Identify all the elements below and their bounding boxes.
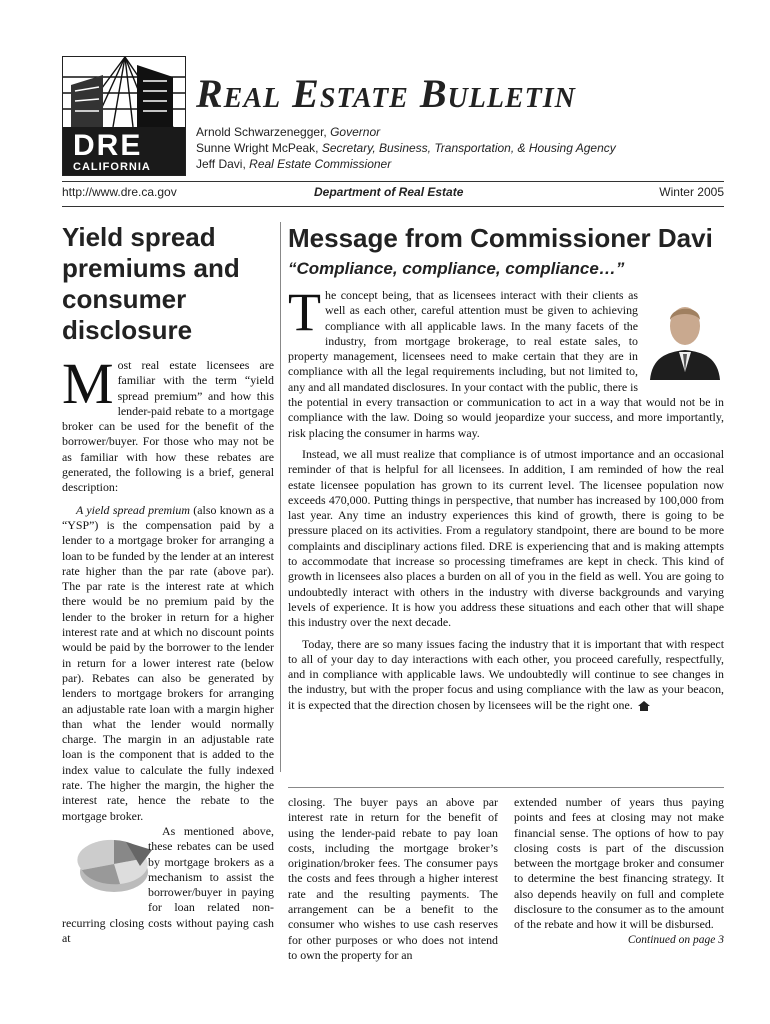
pie-chart-icon xyxy=(60,826,142,904)
continuation-paragraph-a: closing. The buyer pays an above par interest rate in return for the benefit of using the lender-paid rebate to pay loan costs, including the mortgage broker’s origination/broker fees. The consumer pays the costs and fees through a higher interest rate and the resulting payments. The arrangement can be a benefit to the consumer who wishes to use cash reserves for other purposes or who does not intend to own the property for an xyxy=(288,795,498,962)
officials-list xyxy=(196,124,616,172)
dre-logo xyxy=(62,56,186,176)
bulletin-title: Real Estate Bulletin xyxy=(196,71,576,116)
right-paragraph-3: Today, there are so many issues facing the industry that it is important that with respect to all of your day to day interactions with each other, you proceed carefully, respectfully, and in compliance with applicable laws. We undoubtedly will continue to see changes in the industry, but with the proper focus and using compliance with the law as your beacon, it is expected that the direction chosen by licensees will be the right one. xyxy=(288,636,724,712)
continuation-column-a xyxy=(288,795,498,963)
logo-text: DRE xyxy=(73,129,143,162)
right-article xyxy=(288,222,724,719)
website-link[interactable]: http://www.dre.ca.gov xyxy=(62,185,177,199)
continued-link[interactable]: Continued on page 3 xyxy=(627,933,724,946)
left-paragraph-1: Most real estate licensees are familiar with the term “yield spread premium” and how this lender-paid rebate to a mortgage broker can be used for the benefit of the borrower/buyer. For those who may not be as familiar with how these rebates are generated, the following is a brief, general description: xyxy=(62,351,274,495)
house-end-icon xyxy=(637,700,651,712)
masthead-meta xyxy=(62,185,724,203)
continuation-paragraph-b: extended number of years thus paying points and fees at closing may not make financial sense. The options of how to pay closing costs is part of the discussion between the mortgage broker and consumer to determine the best financing strategy. It also depends heavily on full and complete disclosure to the consumer as to the amount of the rebate and how it will be disbursed. xyxy=(514,795,724,932)
dropcap-m: M xyxy=(62,351,114,416)
masthead-rule-bottom xyxy=(62,206,724,207)
right-article-title: Message from Commissioner Davi xyxy=(288,223,713,253)
right-paragraph-2: Instead, we all must realize that compliance is of utmost importance and an occasional reminder of that is helpful for all licensees. In addition, I am reminded of how the real estate licensee population has grown to its current level. The licensee population now exceeds 470,000. Putting things in perspective, that number has increased by 100,000 from last year. Any time an industry experiences this kind of growth, there is going to be pressure placed on its activities. From a regulatory standpoint, there are bound to be more complaints and disciplinary actions filed. DRE is experiencing that and is making attempts to accommodate that increase so processing timeframes are kept in check. This kind of growth in licensees also places a burden on all of you in the field as well. You are going to undoubtedly interact with others in the industry with diverse backgrounds and varying levels of experience. It is how you address these situations and each other that will shape this industry over the next decade. xyxy=(288,446,724,630)
left-paragraph-2: A yield spread premium (also known as a “YSP”) is the compensation paid by a lender to a mortgage broker for arranging a loan to be funded by the lender at an interest rate higher than the par rate (above par). The par rate is the interest rate at which there would be no premium paid by the lender to the broker in return for a higher interest rate and at which no discount points would be paid by the borrower to the lender in return for a lower interest rate (below par). Rebates can also be generated by lenders to mortgage brokers for arranging an adjustable rate loan with a margin higher than what the lender would normally charge. The margin in an adjustable rate loan is the component that is added to the index value to calculate the fully indexed rate. The higher the margin, the higher the interest rate, hence the rebate to the mortgage broker. xyxy=(62,502,274,823)
right-article-subtitle: “Compliance, compliance, compliance…” xyxy=(288,259,625,278)
column-divider xyxy=(280,222,281,772)
issue-date: Winter 2005 xyxy=(659,185,724,199)
left-article-body xyxy=(62,351,274,946)
official-secretary: Sunne Wright McPeak, Secretary, Business, Transportation, & Housing Agency xyxy=(196,141,616,155)
dropcap-t: T xyxy=(288,282,321,342)
logo-subtext: CALIFORNIA xyxy=(73,161,151,173)
right-article-body xyxy=(288,282,724,713)
left-paragraph-3: As mentioned above, these rebates can be used by mortgage brokers as a mechanism to assist the borrower/buyer in paying for loan related non-recurring closing costs without paying cash at xyxy=(62,823,274,945)
left-article-title: Yield spread premiums and consumer disclosure xyxy=(62,222,240,345)
official-governor: Arnold Schwarzenegger, Governor xyxy=(196,125,381,139)
official-commissioner: Jeff Davi, Real Estate Commissioner xyxy=(196,157,392,171)
continuation-rule xyxy=(288,787,724,788)
department-name: Department of Real Estate xyxy=(314,185,464,199)
continuation-column-b xyxy=(514,795,724,948)
commissioner-photo xyxy=(646,292,724,380)
right-paragraph-1: The concept being, that as licensees interact with their clients as well as each other, careful attention must be given to achieving compliance with all applicable laws. In the many facets of the industry, from mortgage brokerage, to real estate sales, to property management, licensees need to make certain that they are in compliance with all the legal requirements including, but not limited to, any and all mandated disclosures. In your contact with the public, there is the potential in every transaction or communication to act in a way that would not be in compliance with the law. Doing so would jeopardize your success, and more importantly, risk placing the consumer in harms way. xyxy=(288,282,724,440)
left-article xyxy=(62,222,274,946)
masthead-rule-top xyxy=(62,181,724,182)
